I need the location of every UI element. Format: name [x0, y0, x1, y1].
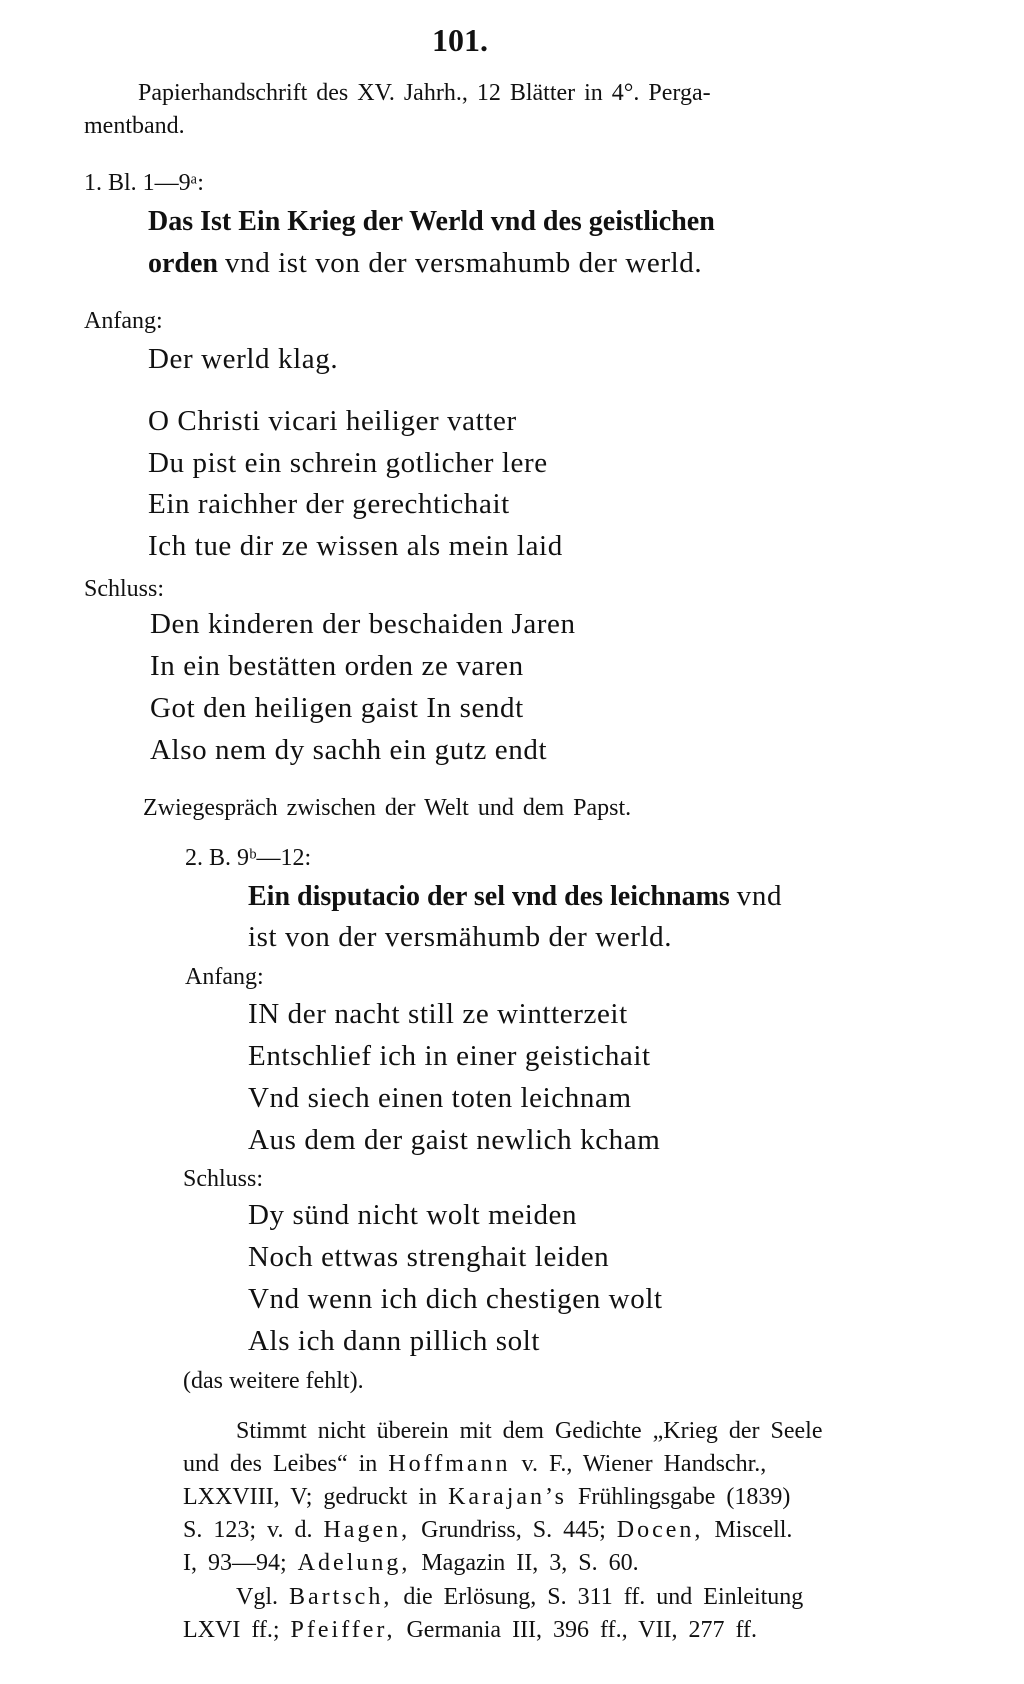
commentary-line-4 [183, 1517, 792, 1544]
commentary-line-6 [236, 1584, 803, 1611]
author-name-pfeiffer: Pfeiffer, [290, 1617, 396, 1643]
entry1-title-line-2 [148, 247, 702, 280]
entry1-anfang-verse-3: Ein raichher der gerechtichait [148, 488, 510, 520]
author-name-docen: Docen, [616, 1517, 704, 1543]
entry2-anfang-label: Anfang: [185, 964, 264, 990]
author-name-karajan: Karajan’s [448, 1484, 568, 1510]
entry1-title-bold: orden [148, 248, 218, 279]
page-number: 101. [432, 22, 488, 58]
commentary-text: Frühlingsgabe (1839) [578, 1484, 791, 1510]
entry1-anfang-heading: Der werld klag. [148, 343, 339, 375]
commentary-text: Grundriss, S. 445; [421, 1517, 606, 1543]
commentary-text: Vgl. [236, 1584, 278, 1610]
author-name-hagen: Hagen, [323, 1517, 411, 1543]
commentary-text: LXVI ff.; [183, 1617, 280, 1643]
entry1-note: Zwiegespräch zwischen der Welt und dem Papst. [143, 795, 632, 821]
intro-line-2: mentband. [84, 113, 185, 139]
entry1-ref: 1. Bl. 1—9ᵃ: [84, 170, 204, 196]
entry2-ref: 2. B. 9ᵇ—12: [185, 845, 312, 871]
commentary-line-1: Stimmt nicht überein mit dem Gedichte „Krieg der Seele [236, 1418, 823, 1444]
commentary-text: die Erlösung, S. 311 ff. und Einleitung [403, 1584, 804, 1610]
entry2-schluss-verse-4: Als ich dann pillich solt [248, 1325, 541, 1357]
commentary-line-5 [183, 1550, 639, 1577]
entry1-schluss-verse-1: Den kinderen der beschaiden Jaren [150, 608, 576, 640]
entry1-title-rest: vnd ist von der versmahumb der werld. [225, 247, 703, 279]
entry2-anfang-verse-3: Vnd siech einen toten leichnam [248, 1082, 632, 1114]
entry1-anfang-verse-2: Du pist ein schrein gotlicher lere [148, 447, 548, 479]
entry2-title-rest: vnd [736, 880, 783, 912]
commentary-text: v. F., Wiener Handschr., [521, 1451, 767, 1477]
commentary-line-7 [183, 1617, 757, 1644]
entry2-schluss-label: Schluss: [183, 1166, 264, 1192]
author-name-adelung: Adelung, [297, 1550, 411, 1576]
commentary-text: Germania III, 396 ff., VII, 277 ff. [406, 1617, 758, 1643]
commentary-text: I, 93—94; [183, 1550, 287, 1576]
entry2-anfang-verse-4: Aus dem der gaist newlich kcham [248, 1124, 661, 1156]
commentary-text: LXXVIII, V; gedruckt in [183, 1484, 438, 1510]
author-name-bartsch: Bartsch, [289, 1584, 393, 1610]
entry2-anfang-verse-1: IN der nacht still ze wintterzeit [248, 998, 628, 1030]
entry1-schluss-verse-2: In ein bestätten orden ze varen [150, 650, 524, 682]
entry2-anfang-verse-2: Entschlief ich in einer geistichait [248, 1040, 651, 1072]
entry2-title-bold: Ein disputacio der sel vnd des leichnams [248, 881, 730, 912]
commentary-text: Magazin II, 3, S. 60. [421, 1550, 639, 1576]
entry2-title-line-2: ist von der versmähumb der werld. [248, 921, 673, 953]
commentary-text: S. 123; v. d. [183, 1517, 313, 1543]
commentary-text: Miscell. [714, 1517, 793, 1543]
commentary-line-2 [183, 1451, 766, 1478]
entry1-schluss-verse-4: Also nem dy sachh ein gutz endt [150, 734, 548, 766]
entry2-missing-note: (das weitere fehlt). [183, 1368, 364, 1394]
commentary-line-3 [183, 1484, 790, 1511]
entry1-anfang-verse-1: O Christi vicari heiliger vatter [148, 405, 517, 437]
intro-line-1: Papierhandschrift des XV. Jahrh., 12 Blätter in 4°. Perga- [138, 80, 711, 106]
entry2-schluss-verse-1: Dy sünd nicht wolt meiden [248, 1199, 578, 1231]
entry1-anfang-label: Anfang: [84, 308, 163, 334]
entry1-schluss-verse-3: Got den heiligen gaist In sendt [150, 692, 524, 724]
entry2-schluss-verse-3: Vnd wenn ich dich chestigen wolt [248, 1283, 663, 1315]
author-name-hoffmann: Hoffmann [388, 1451, 511, 1477]
entry1-title-line-1: Das Ist Ein Krieg der Werld vnd des geistlichen [148, 206, 715, 237]
commentary-text: und des Leibes“ in [183, 1451, 378, 1477]
entry2-title-line-1 [248, 880, 782, 913]
entry1-anfang-verse-4: Ich tue dir ze wissen als mein laid [148, 530, 563, 562]
entry2-schluss-verse-2: Noch ettwas strenghait leiden [248, 1241, 610, 1273]
entry1-schluss-label: Schluss: [84, 576, 165, 602]
